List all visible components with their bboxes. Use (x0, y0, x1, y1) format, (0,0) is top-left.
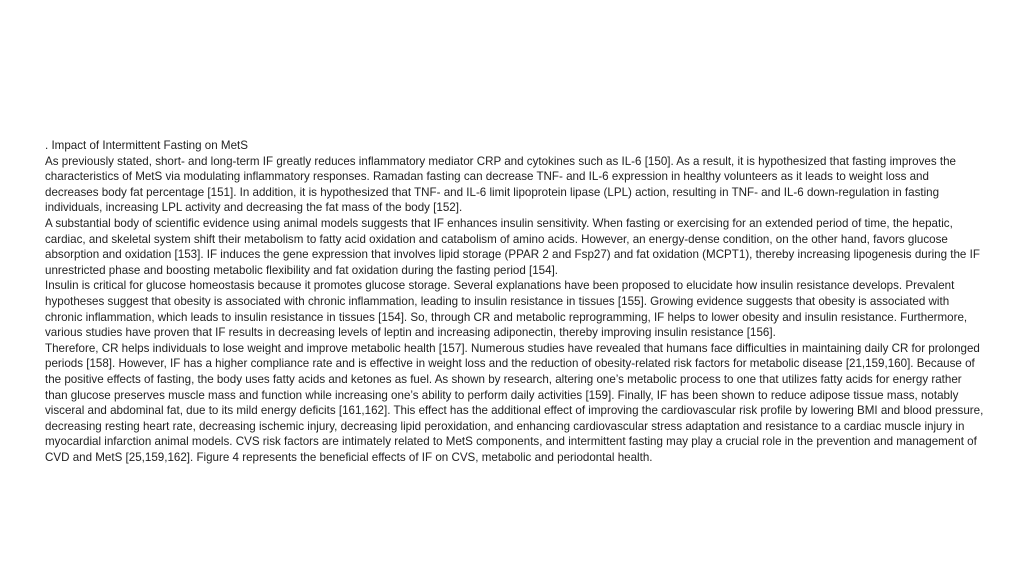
paragraph-weight-and-cvs: Therefore, CR helps individuals to lose weight and improve metabolic health [157]. Numerous studies have revealed that humans face difficulties in maintaining daily CR for prolonged periods [158]. However, IF has a higher compliance rate and is effective in weight loss and the reduction of obesity-related risk factors for metabolic disease [21,159,160]. Because of the positive effects of fasting, the body uses fatty acids and ketones as fuel. As shown by research, altering one’s metabolic process to one that utilizes fatty acids for energy rather than glucose preserves muscle mass and function while increasing one’s ability to perform daily activities [159]. Finally, IF has been shown to reduce adipose tissue mass, notably visceral and abdominal fat, due to its mild energy deficits [161,162]. This effect has the additional effect of improving the cardiovascular risk profile by lowering BMI and blood pressure, decreasing resting heart rate, decreasing ischemic injury, decreasing lipid peroxidation, and enhancing cardiovascular stress adaptation and resistance to a cardiac muscle injury in myocardial infarction animal models. CVS risk factors are intimately related to MetS components, and intermittent fasting may play a crucial role in the prevention and management of CVD and MetS [25,159,162]. Figure 4 represents the beneficial effects of IF on CVS, metabolic and periodontal health. (45, 341, 984, 464)
paragraph-insulin-sensitivity: A substantial body of scientific evidence using animal models suggests that IF enhances insulin sensitivity. When fasting or exercising for an extended period of time, the hepatic, cardiac, and skeletal system shift their metabolism to fatty acid oxidation and catabolism of amino acids. However, an energy-dense condition, on the other hand, favors glucose absorption and oxidation [153]. IF induces the gene expression that involves lipid storage (PPAR 2 and Fsp27) and fat oxidation (MCPT1), thereby increasing lipogenesis during the IF unrestricted phase and boosting metabolic flexibility and fat oxidation during the fasting period [154]. (45, 216, 980, 277)
document-body (45, 138, 985, 465)
paragraph-inflammation: As previously stated, short- and long-term IF greatly reduces inflammatory mediator CRP and cytokines such as IL-6 [150]. As a result, it is hypothesized that fasting improves the characteristics of MetS via modulating inflammatory responses. Ramadan fasting can decrease TNF- and IL-6 expression in healthy volunteers as it leads to weight loss and decreases body fat percentage [151]. In addition, it is hypothesized that TNF- and IL-6 limit lipoprotein lipase (LPL) action, resulting in TNF- and IL-6 down-regulation in fasting individuals, increasing LPL activity and decreasing the fat mass of the body [152]. (45, 154, 956, 215)
paragraph-insulin-resistance: Insulin is critical for glucose homeostasis because it promotes glucose storage. Several explanations have been proposed to elucidate how insulin resistance develops. Prevalent hypotheses suggest that obesity is associated with chronic inflammation, leading to insulin resistance in tissues [155]. Growing evidence suggests that obesity is associated with chronic inflammation, which leads to insulin resistance in tissues [154]. So, through CR and metabolic reprogramming, IF helps to lower obesity and insulin resistance. Furthermore, various studies have proven that IF results in decreasing levels of leptin and increasing adiponectin, thereby improving insulin resistance [156]. (45, 279, 968, 340)
section-heading: . Impact of Intermittent Fasting on MetS (45, 139, 248, 152)
